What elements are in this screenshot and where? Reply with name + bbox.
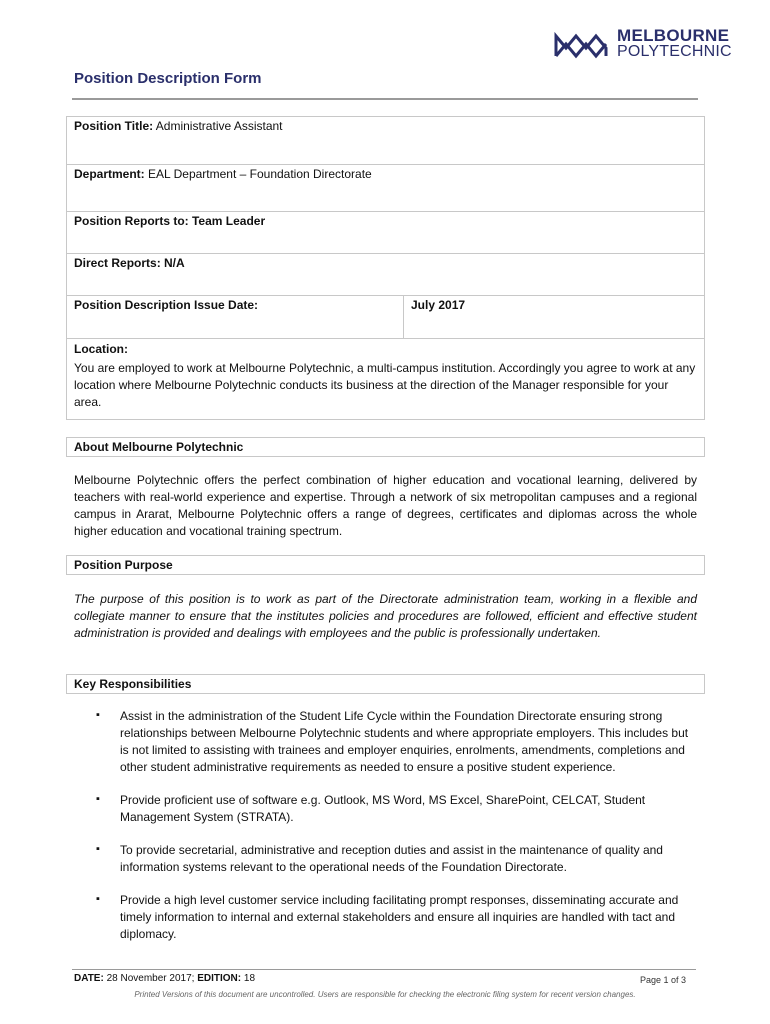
row-department	[67, 165, 704, 212]
issue-date-label-cell	[67, 296, 404, 338]
department-label: Department:	[74, 167, 145, 181]
list-item: ▪ Provide proficient use of software e.g. Outlook, MS Word, MS Excel, SharePoint, CELCAT, Student Management System (STRATA).	[96, 793, 646, 824]
list-item: ▪ To provide secretarial, administrative and reception duties and assist in the maintenance of quality and information systems relevant to the operational needs of the Foundation Directorate.	[96, 843, 663, 874]
location-label: Location:	[74, 342, 128, 356]
disclaimer: Printed Versions of this document are uncontrolled. Users are responsible for checking the electronic filing system for recent version changes.	[134, 990, 636, 999]
issue-date-label: Position Description Issue Date:	[74, 298, 259, 312]
edition-label: EDITION:	[197, 973, 242, 984]
row-location	[67, 339, 704, 419]
purpose-heading: Position Purpose	[66, 555, 705, 575]
date-label: DATE:	[74, 973, 104, 984]
date-value: 28 November 2017;	[106, 973, 195, 984]
bullet-icon: ▪	[96, 843, 100, 855]
responsibilities-heading: Key Responsibilities	[66, 674, 705, 694]
position-details-table	[66, 116, 705, 420]
department-value: EAL Department – Foundation Directorate	[148, 167, 372, 181]
logo-line-1: MELBOURNE	[617, 26, 730, 45]
location-text: You are employed to work at Melbourne Polytechnic, a multi-campus institution. Accordingly you agree to work at any location where Melbourne Polytechnic conducts its business at the direction of the Manager responsible for your area.	[74, 361, 696, 409]
logo-wordmark	[617, 28, 732, 60]
issue-date-value-cell	[404, 296, 472, 338]
logo-mark-icon	[554, 30, 610, 60]
direct-reports-text: Direct Reports: N/A	[74, 256, 185, 270]
edition-value: 18	[243, 973, 256, 984]
about-heading: About Melbourne Polytechnic	[66, 437, 705, 457]
row-reports-to	[67, 212, 704, 254]
bullet-icon: ▪	[96, 893, 100, 905]
reports-to-text: Position Reports to: Team Leader	[74, 214, 266, 228]
position-title-label: Position Title:	[74, 119, 154, 133]
list-item: ▪ Provide a high level customer service including facilitating prompt responses, disseminating accurate and timely information to internal and external stakeholders and ensure all inquiries are handled with tact and diplomacy.	[96, 893, 679, 941]
list-item: ▪ Assist in the administration of the Student Life Cycle within the Foundation Directorate ensuring strong relationships between Melbourne Polytechnic students and where appropriate employers. This includes but is not limited to assisting with trainees and employer enquiries, enrolments, amendments, completions and other student administrative requirements as needed to ensure a positive student experience.	[96, 709, 689, 774]
about-text: Melbourne Polytechnic offers the perfect combination of higher education and vocational learning, delivered by teachers with real-world experience and expertise. Through a network of six metropolitan campuses and a regional campus in Ararat, Melbourne Polytechnic offers a range of degrees, certificates and diplomas across the whole higher education and vocational training spectrum.	[74, 473, 697, 538]
row-issue-date	[67, 296, 704, 339]
logo-line-2: POLYTECHNIC	[617, 43, 732, 60]
bullet-icon: ▪	[96, 709, 100, 721]
row-direct-reports	[67, 254, 704, 296]
responsibilities-list	[74, 708, 690, 959]
position-title-value: Administrative Assistant	[155, 119, 283, 133]
page-title: Position Description Form	[74, 70, 262, 87]
title-divider	[72, 98, 698, 100]
footer-date-edition	[74, 973, 255, 984]
issue-date-value: July 2017	[411, 298, 466, 312]
page-number: Page 1 of 3	[639, 975, 686, 985]
row-position-title	[67, 117, 704, 165]
purpose-text: The purpose of this position is to work as part of the Directorate administration team, working in a flexible and collegiate manner to ensure that the institutes policies and procedures are followed, efficient and effective student administration is provided and dealings with employees and the public is professionally undertaken.	[74, 592, 697, 640]
footer-divider	[72, 969, 696, 970]
bullet-icon: ▪	[96, 793, 100, 805]
